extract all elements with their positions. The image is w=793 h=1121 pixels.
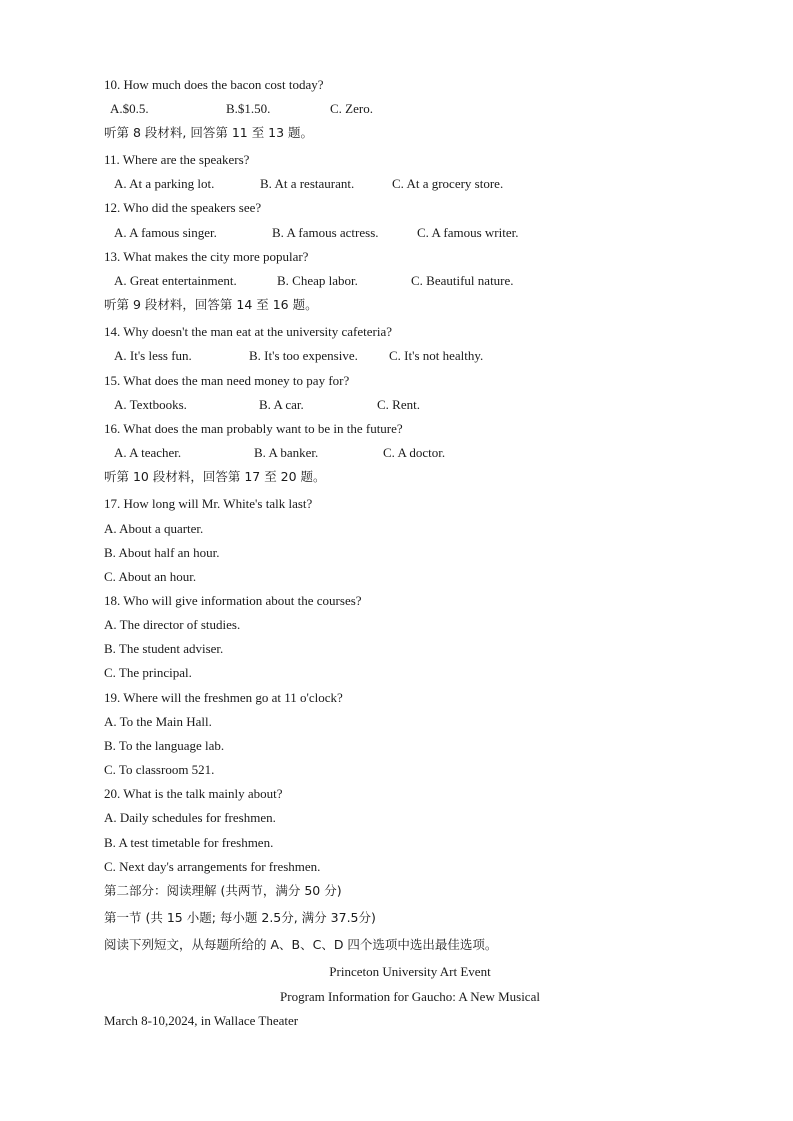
q13-stem: 13. What makes the city more popular? (104, 249, 309, 264)
q12-stem: 12. Who did the speakers see? (104, 200, 262, 215)
passage-title: Princeton University Art Event (329, 964, 491, 979)
q20-option-c: C. Next day's arrangements for freshmen. (104, 859, 321, 874)
q13-option-b: B. Cheap labor. (277, 273, 358, 288)
q15-stem: 15. What does the man need money to pay for? (104, 373, 350, 388)
q19-option-b: B. To the language lab. (104, 738, 225, 753)
q11-stem: 11. Where are the speakers? (104, 152, 250, 167)
q19-stem: 19. Where will the freshmen go at 11 o'clock? (104, 690, 343, 705)
section-10-instruction: 听第 10 段材料，回答第 17 至 20 题。 (104, 469, 326, 484)
q14-stem: 14. Why doesn't the man eat at the university cafeteria? (104, 324, 392, 339)
q12-option-c: C. A famous writer. (417, 225, 519, 240)
q14-option-b: B. It's too expensive. (249, 348, 358, 363)
q20-stem: 20. What is the talk mainly about? (104, 786, 283, 801)
q13-option-a: A. Great entertainment. (114, 273, 237, 288)
q12-option-a: A. A famous singer. (114, 225, 217, 240)
q16-option-c: C. A doctor. (383, 445, 446, 460)
q11-option-b: B. At a restaurant. (260, 176, 355, 191)
part-2-heading: 第二部分：阅读理解 (共两节，满分 50 分) (104, 883, 342, 898)
q18-option-a: A. The director of studies. (104, 617, 241, 632)
q17-option-b: B. About half an hour. (104, 545, 220, 560)
part-2-section-1-heading: 第一节 (共 15 小题; 每小题 2.5分, 满分 37.5分) (104, 910, 376, 925)
q14-option-c: C. It's not healthy. (389, 348, 484, 363)
q17-option-a: A. About a quarter. (104, 521, 204, 536)
q19-option-c: C. To classroom 521. (104, 762, 215, 777)
q10-option-c: C. Zero. (330, 101, 373, 116)
q15-option-b: B. A car. (259, 397, 304, 412)
section-8-instruction: 听第 8 段材料, 回答第 11 至 13 题。 (104, 125, 314, 140)
q15-option-a: A. Textbooks. (114, 397, 187, 412)
q17-stem: 17. How long will Mr. White's talk last? (104, 496, 313, 511)
q18-stem: 18. Who will give information about the courses? (104, 593, 362, 608)
reading-instruction: 阅读下列短文，从每题所给的 A、B、C、D 四个选项中选出最佳选项。 (104, 937, 498, 952)
q19-option-a: A. To the Main Hall. (104, 714, 212, 729)
q18-option-b: B. The student adviser. (104, 641, 224, 656)
q15-option-c: C. Rent. (377, 397, 420, 412)
q10-option-b: B.$1.50. (226, 101, 271, 116)
q14-option-a: A. It's less fun. (114, 348, 192, 363)
passage-date-line: March 8-10,2024, in Wallace Theater (104, 1013, 299, 1028)
q13-option-c: C. Beautiful nature. (411, 273, 514, 288)
q16-stem: 16. What does the man probably want to be in the future? (104, 421, 403, 436)
q16-option-a: A. A teacher. (114, 445, 182, 460)
q16-option-b: B. A banker. (254, 445, 319, 460)
q11-option-a: A. At a parking lot. (114, 176, 215, 191)
q20-option-b: B. A test timetable for freshmen. (104, 835, 274, 850)
q12-option-b: B. A famous actress. (272, 225, 379, 240)
q10-option-a: A.$0.5. (110, 101, 149, 116)
passage-subtitle: Program Information for Gaucho: A New Musical (280, 989, 540, 1004)
q10-stem: 10. How much does the bacon cost today? (104, 77, 324, 92)
q11-option-c: C. At a grocery store. (392, 176, 504, 191)
section-9-instruction: 听第 9 段材料，回答第 14 至 16 题。 (104, 297, 318, 312)
q20-option-a: A. Daily schedules for freshmen. (104, 810, 276, 825)
q17-option-c: C. About an hour. (104, 569, 197, 584)
q18-option-c: C. The principal. (104, 665, 192, 680)
